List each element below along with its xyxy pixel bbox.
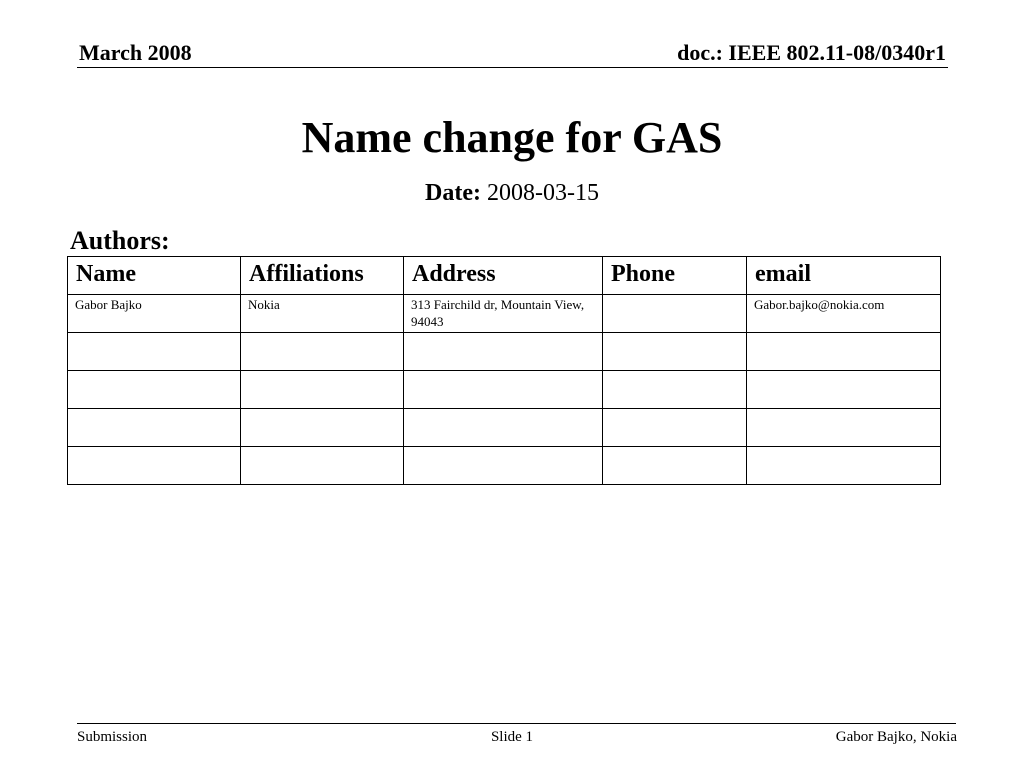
- date-value: 2008-03-15: [486, 180, 599, 206]
- table-row: [68, 333, 941, 371]
- header-date: March 2008: [79, 40, 192, 65]
- author-email-cell: [747, 371, 941, 409]
- author-email-cell: Gabor.bajko@nokia.com: [747, 295, 941, 333]
- column-header-affiliations: Affiliations: [241, 257, 404, 295]
- author-address-cell: [404, 409, 603, 447]
- column-header-name: Name: [68, 257, 241, 295]
- author-phone-cell: [603, 333, 747, 371]
- table-row: [68, 295, 941, 333]
- author-phone-cell: [603, 371, 747, 409]
- author-affiliation-cell: [241, 371, 404, 409]
- author-address-cell: [404, 447, 603, 485]
- authors-label: Authors:: [70, 226, 170, 255]
- author-address-cell: 313 Fairchild dr, Mountain View, 94043: [404, 295, 603, 333]
- author-email-cell: [747, 409, 941, 447]
- footer-rule: [77, 723, 956, 724]
- column-header-phone: Phone: [603, 257, 747, 295]
- author-name-cell: [68, 371, 241, 409]
- footer-slide-number: Slide 1: [490, 729, 534, 745]
- author-email-cell: [747, 447, 941, 485]
- author-affiliation-cell: [241, 409, 404, 447]
- author-affiliation-cell: [241, 447, 404, 485]
- header-rule: [77, 67, 948, 68]
- date-line: [0, 180, 1024, 207]
- footer-author: Gabor Bajko, Nokia: [835, 729, 957, 745]
- slide-title: Name change for GAS: [301, 113, 723, 162]
- author-name-cell: [68, 447, 241, 485]
- table-row: [68, 371, 941, 409]
- table-row: [68, 447, 941, 485]
- column-header-email: email: [747, 257, 941, 295]
- footer-submission: Submission: [77, 729, 148, 745]
- authors-table: [67, 256, 941, 485]
- author-phone-cell: [603, 447, 747, 485]
- column-header-address: Address: [404, 257, 603, 295]
- header-doc-id: doc.: IEEE 802.11-08/0340r1: [677, 40, 946, 65]
- author-phone-cell: [603, 409, 747, 447]
- author-name-cell: Gabor Bajko: [68, 295, 241, 333]
- author-name-cell: [68, 409, 241, 447]
- author-address-cell: [404, 333, 603, 371]
- author-name-cell: [68, 333, 241, 371]
- table-row: [68, 409, 941, 447]
- author-email-cell: [747, 333, 941, 371]
- date-label: Date:: [425, 180, 481, 206]
- author-affiliation-cell: Nokia: [241, 295, 404, 333]
- author-affiliation-cell: [241, 333, 404, 371]
- table-header-row: [68, 257, 941, 295]
- author-phone-cell: [603, 295, 747, 333]
- author-address-cell: [404, 371, 603, 409]
